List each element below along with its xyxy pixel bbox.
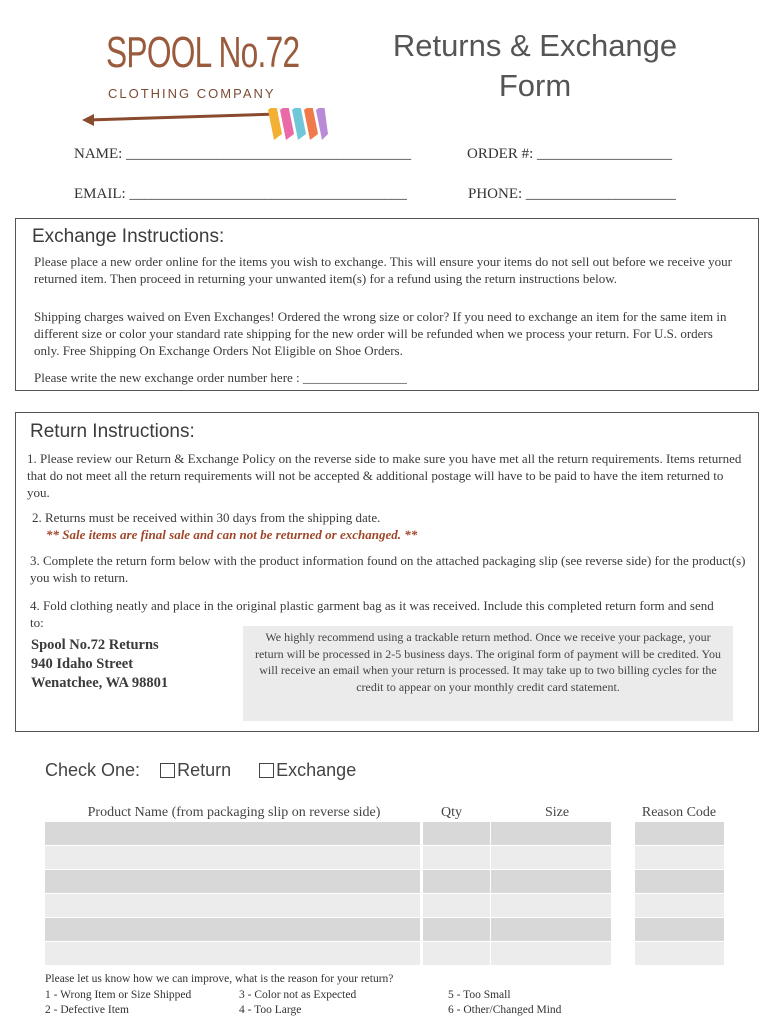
- table-row: [45, 822, 724, 846]
- product-name-cell[interactable]: [45, 846, 420, 869]
- table-row: [45, 942, 724, 966]
- name-field[interactable]: NAME: ______________________________________: [74, 146, 412, 162]
- address-line-2: 940 Idaho Street: [31, 656, 134, 672]
- exchange-order-number-field[interactable]: Please write the new exchange order number here : ________________: [34, 370, 407, 385]
- exchange-title: Exchange Instructions:: [32, 226, 225, 247]
- product-name-cell[interactable]: [45, 942, 420, 965]
- exchange-checkbox[interactable]: [259, 763, 274, 778]
- size-cell[interactable]: [491, 942, 611, 965]
- reason-code-cell[interactable]: [635, 942, 724, 965]
- qty-cell[interactable]: [423, 822, 490, 845]
- phone-field[interactable]: PHONE: ____________________: [468, 186, 676, 202]
- reason-question: Please let us know how we can improve, what is the reason for your return?: [45, 973, 394, 985]
- return-checkbox-label: Return: [177, 760, 232, 780]
- address-line-1: Spool No.72 Returns: [31, 637, 159, 653]
- product-name-cell[interactable]: [45, 918, 420, 941]
- form-title-line-2: Form: [498, 68, 572, 103]
- return-title: Return Instructions:: [30, 421, 195, 442]
- return-step-1: 1. Please review our Return & Exchange Policy on the reverse side to make sure you have met all the return requirements. Items returned that do not meet all the return requirements will not be accepted & additional postage will have to be paid to have the item returned to you.: [27, 451, 742, 500]
- reason-code-cell[interactable]: [635, 846, 724, 869]
- return-address: [31, 636, 241, 693]
- header-reason-code: Reason Code: [641, 805, 717, 820]
- size-cell[interactable]: [491, 870, 611, 893]
- reason-code-6: 6 - Other/Changed Mind: [448, 1004, 562, 1016]
- size-cell[interactable]: [491, 822, 611, 845]
- product-name-cell[interactable]: [45, 870, 420, 893]
- logo-brand: SPOOL No.72: [106, 28, 300, 77]
- reason-code-cell[interactable]: [635, 822, 724, 845]
- order-number-field[interactable]: ORDER #: __________________: [467, 146, 673, 162]
- header-size: Size: [544, 805, 570, 820]
- return-step-3: 3. Complete the return form below with the product information found on the attached packaging slip (see reverse side) for the product(s) you wish to return.: [30, 553, 746, 585]
- qty-cell[interactable]: [423, 942, 490, 965]
- size-cell[interactable]: [491, 918, 611, 941]
- reason-code-cell[interactable]: [635, 894, 724, 917]
- exchange-checkbox-label: Exchange: [276, 760, 357, 780]
- reason-code-3: 3 - Color not as Expected: [239, 989, 357, 1001]
- form-title-line-1: Returns & Exchange: [392, 28, 678, 63]
- address-line-3: Wenatchee, WA 98801: [31, 675, 169, 691]
- reason-code-cell[interactable]: [635, 870, 724, 893]
- header-product-name: Product Name (from packaging slip on reverse side): [87, 805, 381, 820]
- qty-cell[interactable]: [423, 870, 490, 893]
- reason-code-cell[interactable]: [635, 918, 724, 941]
- arrow-icon: [78, 108, 328, 148]
- logo-subtitle: CLOTHING COMPANY: [108, 86, 276, 101]
- form-title: [380, 26, 690, 106]
- company-logo: [78, 18, 338, 138]
- table-row: [45, 918, 724, 942]
- qty-cell[interactable]: [423, 846, 490, 869]
- exchange-paragraph-2: Shipping charges waived on Even Exchanges! Ordered the wrong size or color? If you need to exchange an item for the same item in different size or color your standard rate shipping for the new order will be refunded when we process your return. For U.S. orders only. Free Shipping On Exchange Orders Not Eligible on Shoe Orders.: [34, 309, 727, 358]
- table-row: [45, 846, 724, 870]
- product-name-cell[interactable]: [45, 894, 420, 917]
- product-table: [45, 822, 724, 966]
- email-field[interactable]: EMAIL: _____________________________________: [74, 186, 407, 202]
- exchange-paragraph-1: Please place a new order online for the items you wish to exchange. This will ensure your items do not sell out before we receive your returned item. Then proceed in returning your unwanted item(s) for a refund using the return instructions below.: [34, 254, 732, 286]
- table-row: [45, 894, 724, 918]
- return-step-2: 2. Returns must be received within 30 days from the shipping date.: [32, 510, 381, 525]
- qty-cell[interactable]: [423, 918, 490, 941]
- size-cell[interactable]: [491, 846, 611, 869]
- size-cell[interactable]: [491, 894, 611, 917]
- header-qty: Qty: [441, 805, 462, 820]
- table-row: [45, 870, 724, 894]
- sale-items-note: ** Sale items are final sale and can not be returned or exchanged. **: [46, 527, 418, 542]
- reason-code-5: 5 - Too Small: [448, 989, 511, 1001]
- reason-code-4: 4 - Too Large: [239, 1004, 302, 1016]
- reason-code-1: 1 - Wrong Item or Size Shipped: [45, 989, 192, 1001]
- check-one-label: Check One:: [45, 760, 141, 780]
- reason-code-2: 2 - Defective Item: [45, 1004, 129, 1016]
- tracking-note: We highly recommend using a trackable return method. Once we receive your package, your return will be processed in 2-5 business days. The original form of payment will be credited. You will receive an email when your return is processed. It may take up to two billing cycles for the credit to appear on your monthly credit card statement.: [243, 626, 733, 721]
- qty-cell[interactable]: [423, 894, 490, 917]
- check-one-row: [45, 760, 356, 781]
- return-step-4: 4. Fold clothing neatly and place in the original plastic garment bag as it was received. Include this completed return form and send to:: [30, 598, 714, 630]
- product-name-cell[interactable]: [45, 822, 420, 845]
- return-checkbox[interactable]: [160, 763, 175, 778]
